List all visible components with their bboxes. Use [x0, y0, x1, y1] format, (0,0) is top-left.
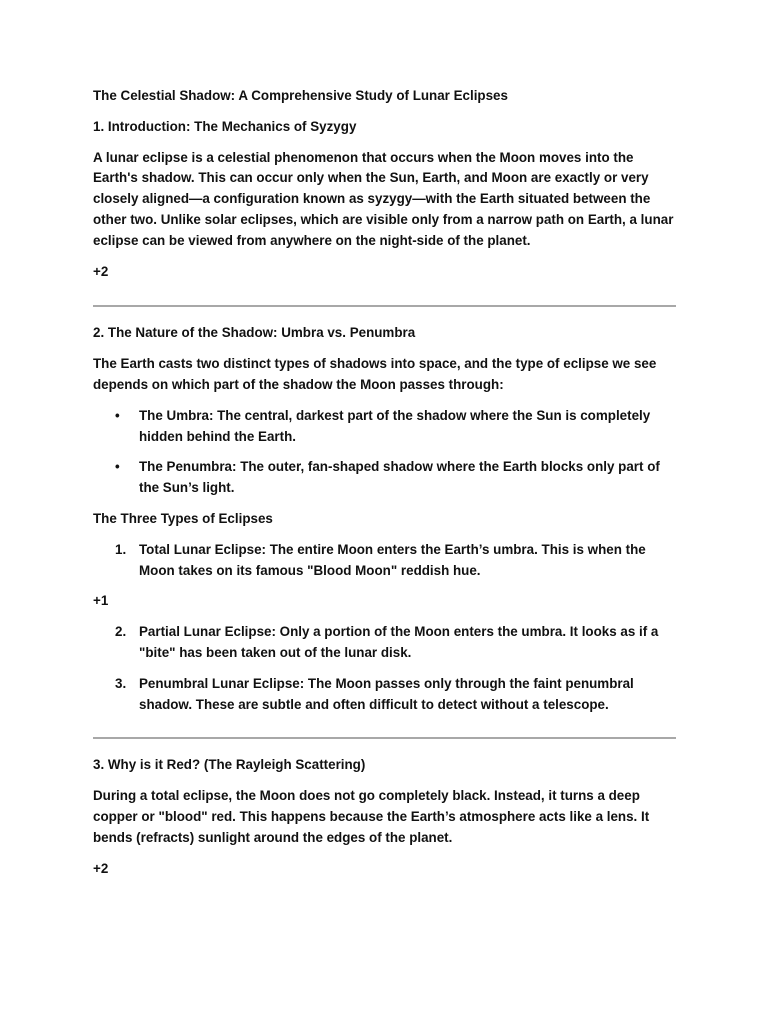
bullet-icon: •: [115, 459, 120, 475]
section-1-heading: 1. Introduction: The Mechanics of Syzygy: [93, 118, 357, 134]
document-page: [93, 86, 676, 889]
section-2-body: The Earth casts two distinct types of shadows into space, and the type of eclipse we see depends on which part of the shadow the Moon passes through:: [93, 356, 657, 392]
list-item-text: Total Lunar Eclipse: The entire Moon enters the Earth’s umbra. This is when the Moon takes on its famous "Blood Moon" reddish hue.: [139, 541, 646, 578]
eclipse-types-list-part-2: [93, 622, 676, 715]
list-item: [93, 540, 676, 582]
list-item: [93, 406, 676, 448]
section-2-heading: 2. The Nature of the Shadow: Umbra vs. Penumbra: [93, 325, 416, 341]
shadow-types-list: [93, 406, 676, 499]
section-2-subheading: The Three Types of Eclipses: [93, 510, 273, 526]
list-item: [93, 622, 676, 664]
list-item: [93, 674, 676, 716]
section-3-body: During a total eclipse, the Moon does not go completely black. Instead, it turns a deep copper or "blood" red. This happens because the Earth’s atmosphere acts like a lens. It bends (refracts) sunlight around the edges of the planet.: [93, 788, 650, 845]
list-item-text: Penumbral Lunar Eclipse: The Moon passes only through the faint penumbral shadow. These are subtle and often difficult to detect without a telescope.: [139, 675, 634, 712]
list-number: 3.: [115, 675, 127, 691]
list-item-text: The Umbra: The central, darkest part of the shadow where the Sun is completely hidden behind the Earth.: [139, 407, 651, 444]
list-item-text: Partial Lunar Eclipse: Only a portion of the Moon enters the umbra. It looks as if a "bite" has been taken out of the lunar disk.: [139, 624, 659, 660]
section-divider: [93, 737, 676, 739]
list-number: 1.: [115, 541, 127, 557]
bullet-icon: •: [115, 407, 120, 423]
document-title: The Celestial Shadow: A Comprehensive Study of Lunar Eclipses: [93, 88, 508, 103]
list-item-text: The Penumbra: The outer, fan-shaped shadow where the Earth blocks only part of the Sun’s light.: [139, 459, 660, 496]
list-number: 2.: [115, 624, 127, 640]
list-item: [93, 457, 676, 499]
eclipse-types-list-part-1: [93, 540, 676, 582]
section-1-body: A lunar eclipse is a celestial phenomenon that occurs when the Moon moves into the Earth's shadow. This can occur only when the Sun, Earth, and Moon are exactly or very closely aligned—a configuration known as syzygy—with the Earth situated between the other two. Unlike solar eclipses, which are visible only from a narrow path on Earth, a lunar eclipse can be viewed from anywhere on the night-side of the planet.: [93, 149, 674, 248]
section-3-heading: 3. Why is it Red? (The Rayleigh Scattering): [93, 757, 366, 773]
section-2-note: +1: [93, 593, 109, 609]
section-1-note: +2: [93, 263, 109, 279]
section-3-note: +2: [93, 860, 109, 876]
section-divider: [93, 305, 676, 307]
